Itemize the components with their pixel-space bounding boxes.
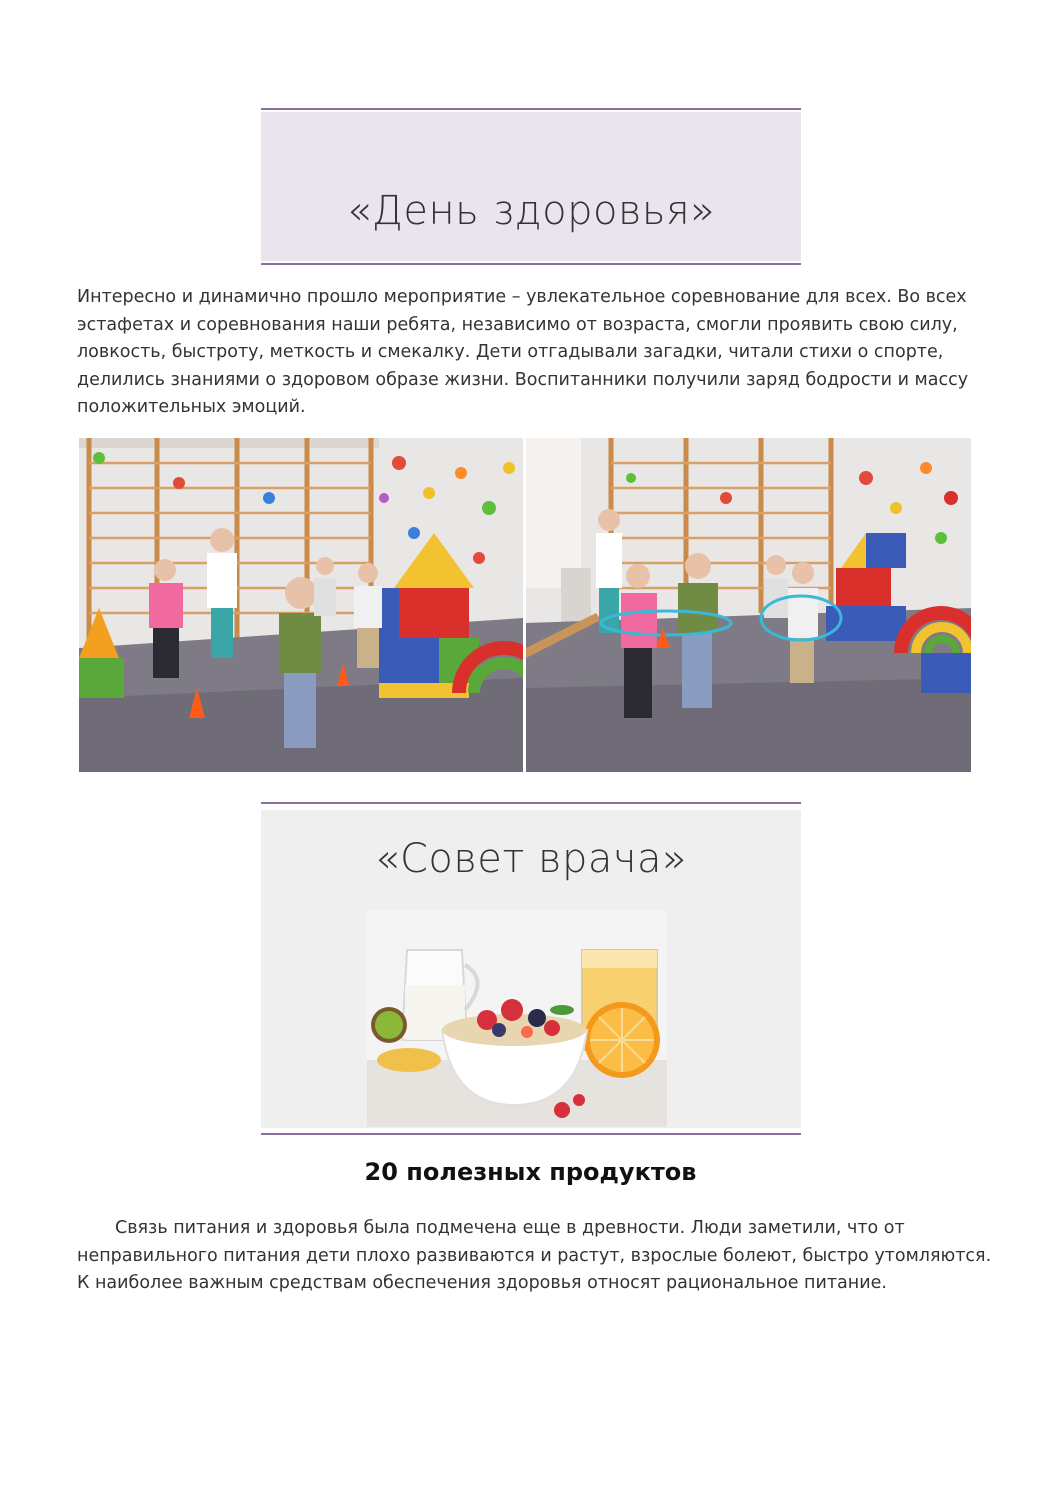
section-banner-doctor-advice xyxy=(261,802,801,1138)
gym-photo-right xyxy=(526,438,971,772)
section-title-doctor-advice: «Совет врача» xyxy=(374,836,688,882)
section-banner-health-day xyxy=(261,108,801,267)
banner-background xyxy=(261,112,801,261)
nutrition-paragraph: Связь питания и здоровья была подмечена еще в древности. Люди заметили, что от неправильного питания дети плохо развиваются и растут, взрослые болеют, быстро утомляются. К наиболее важным средствам обеспечения здоровья относят рациональное питание. xyxy=(77,1218,992,1293)
banner-bottom-rule xyxy=(261,263,801,265)
healthy-breakfast-image xyxy=(367,910,667,1127)
section-title-health-day: «День здоровья» xyxy=(346,188,716,234)
banner-top-rule xyxy=(261,802,801,804)
gym-photo-left xyxy=(79,438,523,772)
subheading-healthy-products: 20 полезных продуктов xyxy=(364,1158,697,1186)
banner-bottom-rule xyxy=(261,1133,801,1135)
banner-top-rule xyxy=(261,108,801,110)
health-day-paragraph: Интересно и динамично прошло мероприятие – увлекательное соревнование для всех. Во всех эстафетах и соревнования наши ребята, независимо от возраста, смогли проявить свою силу, ловкость, быстроту, меткость и смекалку. Дети отгадывали загадки, читали стихи о спорте, делились знаниями о здоровом образе жизни. Воспитанники получили заряд бодрости и массу положительных эмоций. xyxy=(77,287,969,417)
